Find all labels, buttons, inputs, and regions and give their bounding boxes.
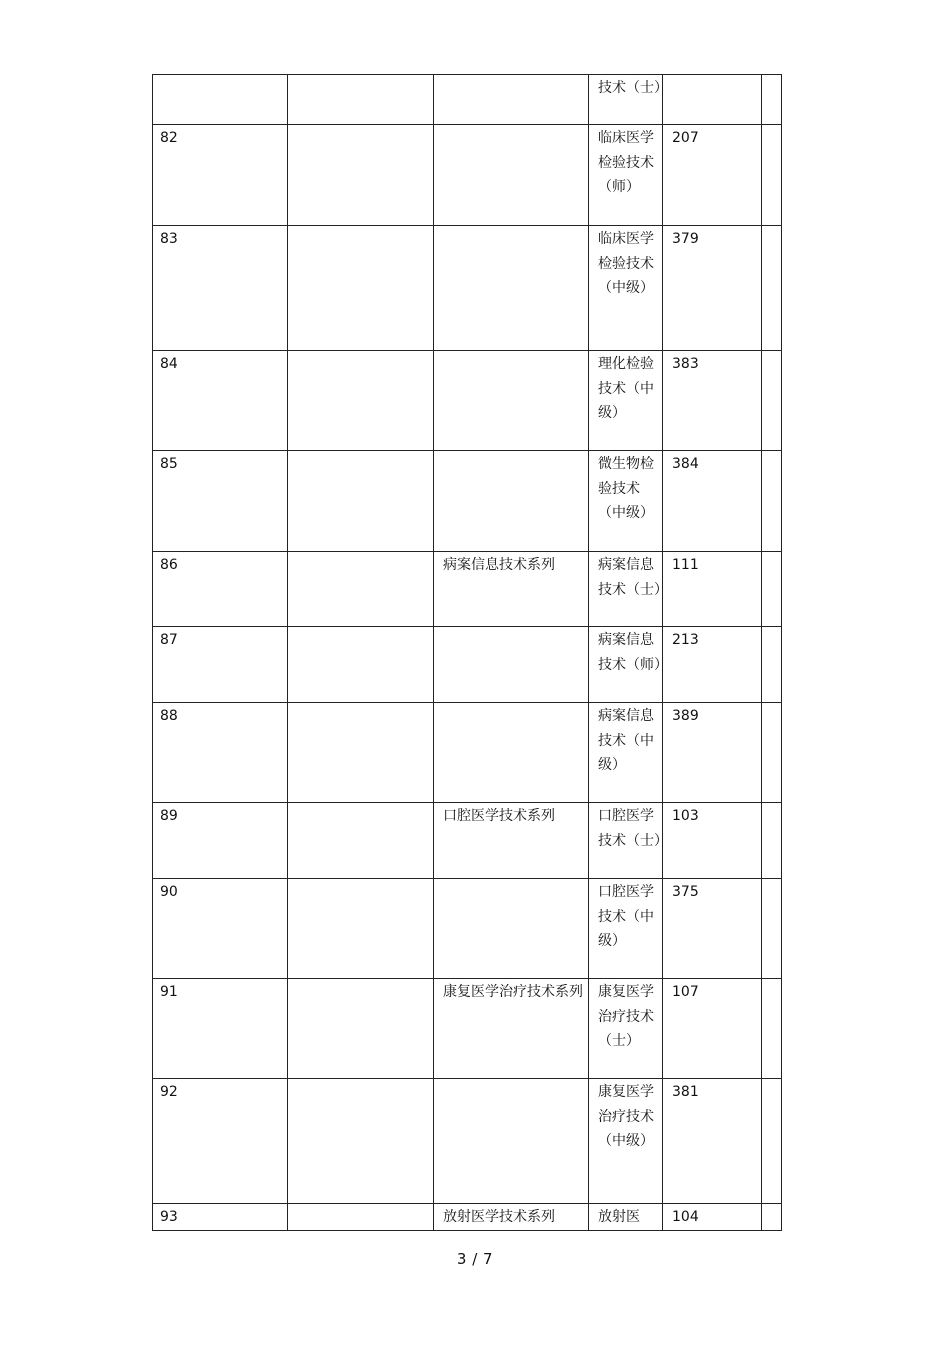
blank-cell-cell — [762, 979, 782, 1079]
table-row — [153, 125, 782, 226]
blank-cell — [288, 979, 433, 980]
subject-name: 放射医 — [598, 1209, 640, 1225]
series-name — [434, 703, 588, 704]
blank-cell — [288, 125, 433, 126]
table-row — [153, 351, 782, 451]
blank-cell-cell — [288, 1079, 434, 1204]
blank-cell-cell — [288, 75, 434, 125]
blank-cell-cell — [762, 125, 782, 226]
subject-name: 康复医学治疗技术（中级） — [598, 1084, 654, 1149]
blank-cell — [762, 803, 781, 804]
row-number: 83 — [160, 231, 178, 247]
subject-name-cell — [589, 1079, 663, 1204]
series-name-cell — [434, 125, 589, 226]
row-number: 84 — [160, 356, 178, 372]
subject-code-cell — [663, 75, 762, 125]
blank-cell-cell — [762, 627, 782, 703]
blank-cell-cell — [762, 879, 782, 979]
subject-code: 207 — [672, 130, 699, 146]
series-name — [434, 451, 588, 452]
blank-cell-cell — [288, 125, 434, 226]
blank-cell-cell — [762, 1204, 782, 1231]
subject-name: 临床医学检验技术（师） — [598, 130, 654, 195]
subject-code-cell — [663, 552, 762, 627]
subject-name: 临床医学检验技术（中级） — [598, 231, 654, 296]
subject-name: 口腔医学技术（士） — [598, 808, 668, 849]
subject-code-cell — [663, 703, 762, 803]
series-name-cell — [434, 627, 589, 703]
subject-name-cell — [589, 703, 663, 803]
blank-cell — [762, 75, 781, 76]
blank-cell-cell — [762, 803, 782, 879]
subject-name: 理化检验技术（中级） — [598, 356, 654, 421]
subject-code: 379 — [672, 231, 699, 247]
subject-code-cell — [663, 351, 762, 451]
table-row — [153, 879, 782, 979]
row-number: 88 — [160, 708, 178, 724]
table-row — [153, 552, 782, 627]
blank-cell-cell — [288, 451, 434, 552]
subject-name: 病案信息技术（中级） — [598, 708, 654, 773]
series-name: 康复医学治疗技术系列 — [443, 984, 583, 1000]
series-name-cell — [434, 803, 589, 879]
blank-cell-cell — [762, 552, 782, 627]
series-name-cell — [434, 879, 589, 979]
table-row — [153, 451, 782, 552]
table-row — [153, 803, 782, 879]
blank-cell — [762, 1079, 781, 1080]
subject-name: 口腔医学技术（中级） — [598, 884, 654, 949]
series-name-cell — [434, 979, 589, 1079]
subject-code-cell — [663, 1079, 762, 1204]
subject-name: 病案信息技术（士） — [598, 557, 668, 598]
blank-cell — [288, 552, 433, 553]
blank-cell — [288, 1079, 433, 1080]
subject-name-cell — [589, 979, 663, 1079]
row-number: 89 — [160, 808, 178, 824]
blank-cell — [288, 803, 433, 804]
row-number-cell — [153, 803, 288, 879]
subject-name: 病案信息技术（师） — [598, 632, 668, 673]
series-name — [434, 879, 588, 880]
table-row — [153, 1204, 782, 1231]
row-number-cell — [153, 627, 288, 703]
blank-cell — [288, 351, 433, 352]
series-name-cell — [434, 703, 589, 803]
series-name-cell — [434, 1204, 589, 1231]
row-number: 93 — [160, 1209, 178, 1225]
table-row — [153, 979, 782, 1079]
blank-cell-cell — [288, 1204, 434, 1231]
series-name-cell — [434, 351, 589, 451]
row-number-cell — [153, 1079, 288, 1204]
subject-name-cell — [589, 226, 663, 351]
table-row — [153, 627, 782, 703]
blank-cell — [762, 552, 781, 553]
subject-code-cell — [663, 1204, 762, 1231]
row-number-cell — [153, 75, 288, 125]
blank-cell-cell — [762, 703, 782, 803]
row-number-cell — [153, 226, 288, 351]
blank-cell — [288, 1204, 433, 1205]
table-row — [153, 75, 782, 125]
row-number-cell — [153, 979, 288, 1079]
subject-code: 213 — [672, 632, 699, 648]
subject-code: 104 — [672, 1209, 699, 1225]
subject-code: 375 — [672, 884, 699, 900]
subject-name-cell — [589, 879, 663, 979]
row-number: 87 — [160, 632, 178, 648]
blank-cell-cell — [288, 627, 434, 703]
series-name-cell — [434, 1079, 589, 1204]
subject-name: 康复医学治疗技术（士） — [598, 984, 654, 1049]
row-number: 86 — [160, 557, 178, 573]
blank-cell — [288, 226, 433, 227]
subject-name-cell — [589, 351, 663, 451]
row-number-cell — [153, 1204, 288, 1231]
blank-cell — [762, 226, 781, 227]
subject-name-cell — [589, 75, 668, 125]
subject-code: 384 — [672, 456, 699, 472]
blank-cell-cell — [762, 226, 782, 351]
subject-name-cell — [589, 125, 663, 226]
row-number: 82 — [160, 130, 178, 146]
blank-cell — [762, 703, 781, 704]
blank-cell — [762, 1204, 781, 1205]
subject-code: 383 — [672, 356, 699, 372]
series-name-cell — [434, 451, 589, 552]
subject-code-cell — [663, 627, 762, 703]
row-number-cell — [153, 351, 288, 451]
blank-cell — [288, 451, 433, 452]
series-name — [434, 351, 588, 352]
blank-cell-cell — [762, 451, 782, 552]
row-number — [153, 75, 287, 76]
blank-cell — [762, 351, 781, 352]
subject-name-cell — [589, 552, 668, 627]
series-name — [434, 627, 588, 628]
series-name: 口腔医学技术系列 — [443, 808, 555, 824]
subject-name: 微生物检验技术（中级） — [598, 456, 654, 521]
blank-cell — [762, 451, 781, 452]
table-row — [153, 703, 782, 803]
subject-code: 103 — [672, 808, 699, 824]
subject-code: 111 — [672, 557, 699, 573]
subject-name-cell — [589, 1204, 663, 1231]
blank-cell — [288, 703, 433, 704]
blank-cell-cell — [288, 803, 434, 879]
subject-name-cell — [589, 451, 663, 552]
subject-code-cell — [663, 979, 762, 1079]
blank-cell-cell — [288, 552, 434, 627]
row-number: 92 — [160, 1084, 178, 1100]
series-name: 病案信息技术系列 — [443, 557, 555, 573]
row-number-cell — [153, 451, 288, 552]
series-name: 放射医学技术系列 — [443, 1209, 555, 1225]
blank-cell — [762, 125, 781, 126]
row-number-cell — [153, 552, 288, 627]
subject-code: 107 — [672, 984, 699, 1000]
blank-cell — [288, 879, 433, 880]
series-name — [434, 226, 588, 227]
blank-cell-cell — [288, 351, 434, 451]
blank-cell — [762, 627, 781, 628]
table-row — [153, 1079, 782, 1204]
blank-cell-cell — [762, 75, 782, 125]
table-body — [153, 75, 782, 1231]
row-number: 85 — [160, 456, 178, 472]
blank-cell-cell — [762, 351, 782, 451]
blank-cell-cell — [288, 979, 434, 1079]
subject-name-cell — [589, 627, 668, 703]
series-name-cell — [434, 226, 589, 351]
blank-cell-cell — [288, 703, 434, 803]
series-name — [434, 75, 588, 76]
subject-code — [663, 75, 761, 76]
subject-code-cell — [663, 803, 762, 879]
subject-code-cell — [663, 226, 762, 351]
series-name-cell — [434, 75, 589, 125]
series-name-cell — [434, 552, 589, 627]
blank-cell — [288, 627, 433, 628]
subject-name: 技术（士） — [598, 80, 668, 96]
series-name — [434, 125, 588, 126]
blank-cell — [762, 879, 781, 880]
row-number: 91 — [160, 984, 178, 1000]
blank-cell-cell — [762, 1079, 782, 1204]
row-number-cell — [153, 125, 288, 226]
row-number-cell — [153, 879, 288, 979]
table-row — [153, 226, 782, 351]
subject-name-cell — [589, 803, 668, 879]
blank-cell — [762, 979, 781, 980]
row-number: 90 — [160, 884, 178, 900]
row-number-cell — [153, 703, 288, 803]
subject-code-cell — [663, 879, 762, 979]
blank-cell-cell — [288, 226, 434, 351]
blank-cell — [288, 75, 433, 76]
subject-code: 389 — [672, 708, 699, 724]
subject-code-cell — [663, 451, 762, 552]
blank-cell-cell — [288, 879, 434, 979]
subject-code-cell — [663, 125, 762, 226]
page-number: 3 / 7 — [456, 1250, 494, 1268]
exam-subject-table — [152, 74, 782, 1231]
subject-code: 381 — [672, 1084, 699, 1100]
series-name — [434, 1079, 588, 1080]
